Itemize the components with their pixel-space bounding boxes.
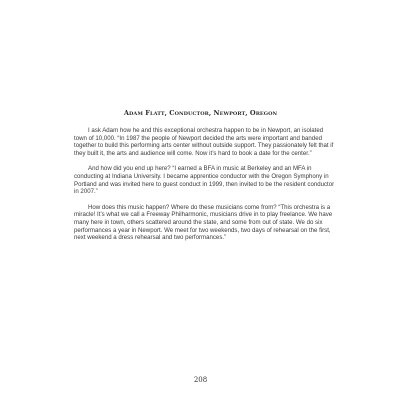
paragraph: How does this music happen? Where do these musicians come from? “This orchestra is a miracle! It’s what we call a Freeway Philharmonic, musicians drive in to play freelance. We have many here in town, others scattered around the state, and some from out of state. We do six performances a year in Newport. We meet for two weekends, two days of rehearsal on the first, next weekend a dress rehearsal and two performances.” — [74, 203, 333, 242]
page-number: 208 — [193, 376, 208, 384]
paragraph: I ask Adam how he and this exceptional orchestra happen to be in Newport, an isolated town of 10,000. “In 1987 the people of Newport decided the arts were important and banded together to build this performing arts center without outside support. They passionately felt that if they built it, the arts and audience will come. Now it’s hard to book a date for the center.” — [74, 127, 334, 157]
body-text — [74, 127, 336, 249]
section-heading: Adam Flatt, Conductor, Newport, Oregon — [123, 109, 278, 117]
paragraph: And how did you end up here? “I earned a BFA in music at Berkeley and an MFA in conducting at Indiana University. I became apprentice conductor with the Oregon Symphony in Portland and was invited here to guest conduct in 1999, then invited to be the resident conductor in 2007.” — [74, 165, 335, 196]
